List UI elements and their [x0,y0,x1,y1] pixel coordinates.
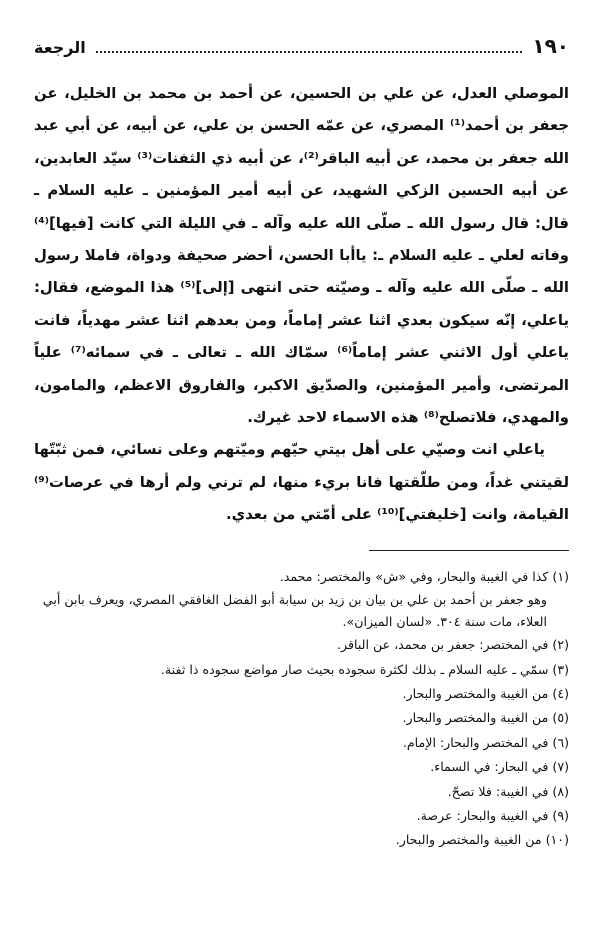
footnote: (٢) في المختصر: جعفر بن محمد، عن الباقر. [337,637,569,653]
footnote: (٦) في المختصر والبحار: الإمام. [402,734,569,750]
page-number: ١٩٠ [532,34,569,58]
footnote: (٨) في الغيبة: فلا تصحّ. [447,783,569,799]
body-paragraph: ياعلي انت وصيّي على أهل بيتي حيّهم وميّتهم وعلى نسائي، فمن ثبّتّها لقيتني غداً، ومن طلّقتها فانا بريء منها، لم ترني ولم أرها في عرصات⁽⁹⁾ القيامة، وانت [خليفتي]⁽¹⁰⁾ على أمّتي من بعدي. [34,441,569,524]
footnote-separator [369,550,569,551]
footnote-continuation: وهو جعفر بن أحمد بن علي بن بيان بن زيد بن سيابة أبو الفضل الغافقي المصري، ويعرف بابن أبي العلاء، مات سنة ٣٠٤. «لسان الميزان». [42,592,547,630]
footnote: (٧) في البحار: في السماء. [430,759,569,775]
footnote: (٩) في الغيبة والبحار: عرصة. [416,807,569,823]
body-paragraph: الموصلي العدل، عن علي بن الحسين، عن أحمد بن محمد بن الخليل، عن جعفر بن أحمد⁽¹⁾ المصري، عن عمّه الحسن بن علي، عن أبيه، عن أبي عبد الله جعفر بن محمد، عن أبيه الباقر⁽²⁾، عن أبيه ذي الثفنات⁽³⁾ سيّد العابدين، عن أبيه الحسين الزكي الشهيد، عن أبيه أمير المؤمنين ـ عليه السلام ـ قال: قال رسول الله ـ صلّى الله عليه وآله ـ في الليلة التي كانت [فيها]⁽⁴⁾ وفاته لعلي ـ عليه السلام ـ: ياأبا الحسن، أحضر صحيفة ودواة، فاملا رسول الله ـ صلّى الله عليه وآله ـ وصيّته حتى انتهى [إلى]⁽⁵⁾ هذا الموضع، فقال: ياعلي، إنّه سيكون بعدي اثنا عشر إماماً، ومن بعدهم اثنا عشر مهدياً، فانت ياعلي أول الاثني عشر إماماً⁽⁶⁾ سمّاك الله ـ تعالى ـ في سمائه⁽⁷⁾ علياً المرتضى، وأمير المؤمنين، والصدّيق الاكبر، والفاروق الاعظم، والمامون، والمهدي، فلاتصلح⁽⁸⁾ هذه الاسماء لاحد غيرك. [34,85,569,427]
main-text [34,78,569,532]
footnote: (٥) من الغيبة والمختصر والبحار. [402,710,569,726]
footnote: (٤) من الغيبة والمختصر والبحار. [402,685,569,701]
header-dotted-leader [96,51,523,53]
footnote: (٣) سمّي ـ عليه السلام ـ بذلك لكثرة سجوده بحيث صار مواضع سجوده ذا ثفنة. [160,661,569,677]
footnote: (١) كذا في الغيبة والبحار، وفي «ش» والمختصر: محمد. [279,568,569,584]
footnote: (١٠) من الغيبة والمختصر والبحار. [395,832,569,848]
running-title: الرجعة [34,38,86,57]
running-header [34,34,569,66]
footnotes [34,565,569,853]
